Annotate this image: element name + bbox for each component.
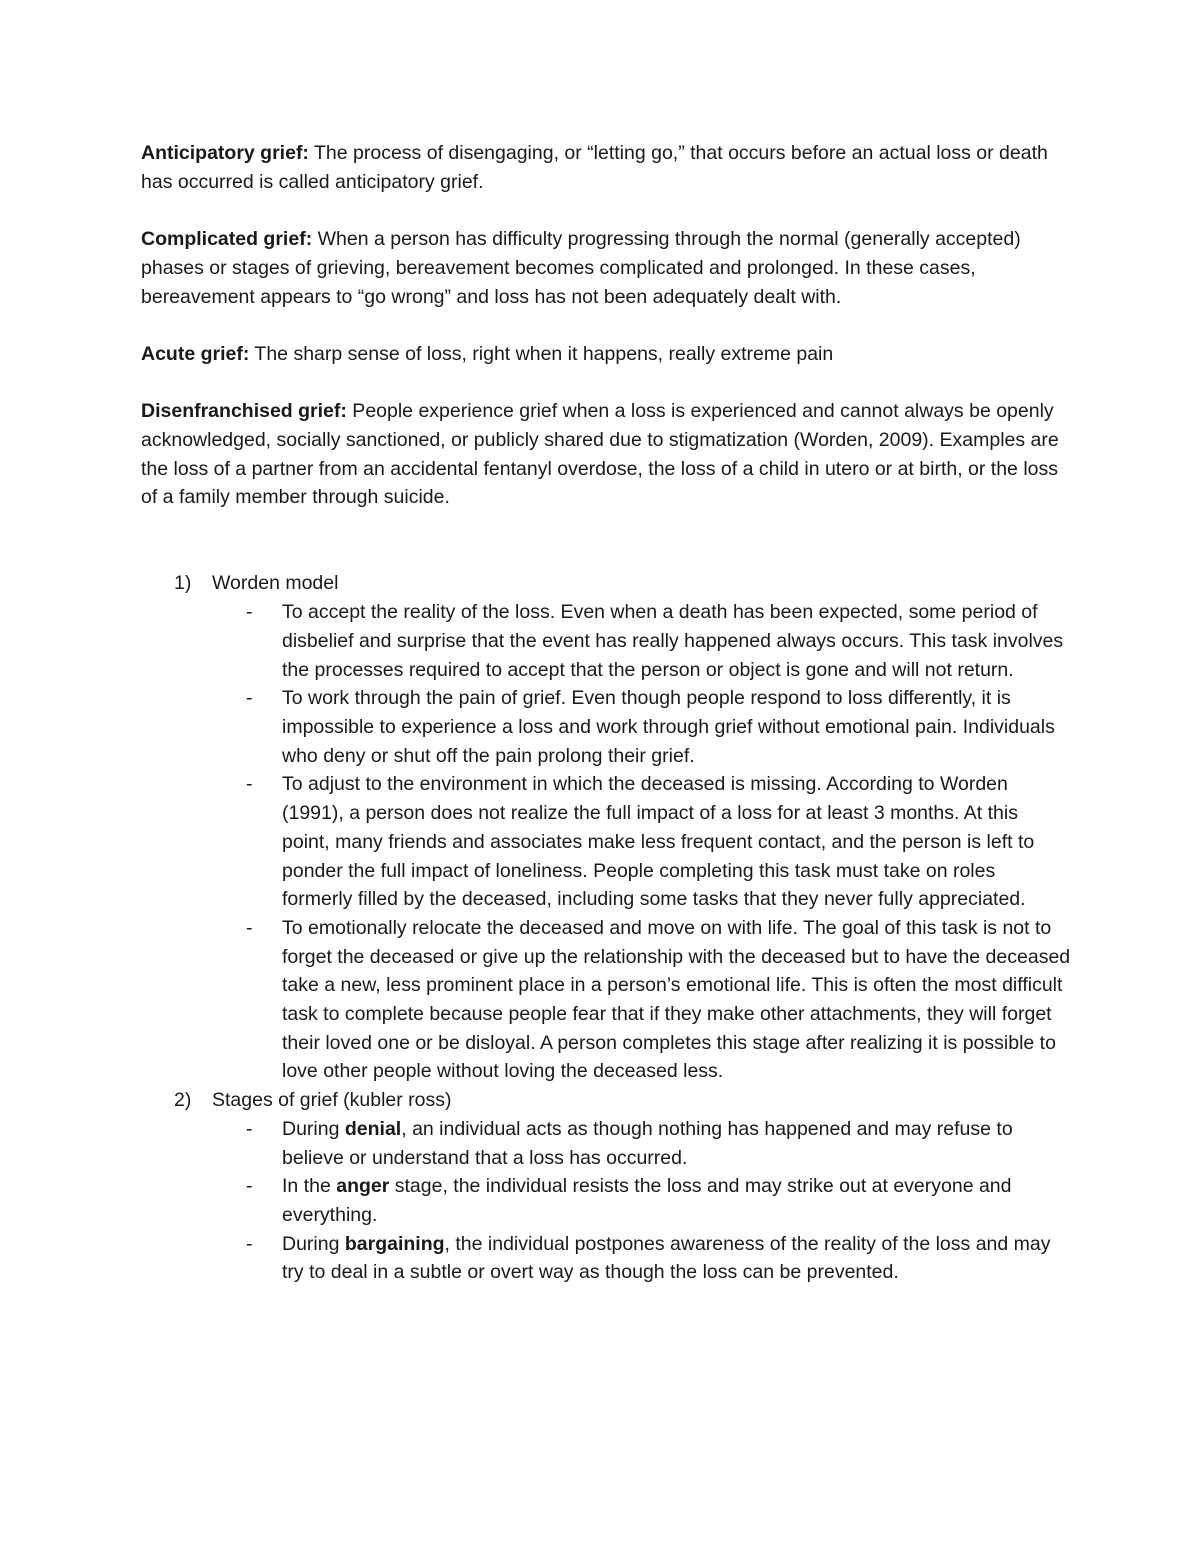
task-text: To emotionally relocate the deceased and move on with life. The goal of this task is not to forget the deceased or give up the relationship with the deceased but to have the deceased take a new, less prominent place in a person’s emotional life. This is often the most difficult task to complete because people fear that if they make other attachments, they will forget their loved one or be disloyal. A person completes this stage after realizing it is possible to love other people without loving the deceased less. bbox=[282, 916, 1071, 1083]
list-item-title: Stages of grief (kubler ross) bbox=[212, 1089, 452, 1112]
stage-text-before: During bbox=[282, 1232, 345, 1255]
list-item bbox=[141, 598, 1071, 684]
list-number: 1) bbox=[174, 572, 192, 595]
grief-models-list bbox=[141, 569, 1071, 598]
dash-bullet: - bbox=[246, 601, 253, 624]
worden-tasks-list bbox=[141, 598, 1071, 1086]
list-item bbox=[141, 770, 1071, 914]
stage-text-after: stage, the individual resists the loss and may strike out at everyone and everything. bbox=[282, 1175, 1012, 1226]
dash-bullet: - bbox=[246, 1117, 253, 1140]
list-item-title: Worden model bbox=[212, 572, 339, 595]
stage-keyword: bargaining bbox=[344, 1232, 445, 1255]
dash-bullet: - bbox=[246, 687, 253, 710]
list-item-stages-of-grief bbox=[141, 1086, 1071, 1115]
definition-text: People experience grief when a loss is experienced and cannot always be openly acknowledged, socially sanctioned, or publicly shared due to stigmatization (Worden, 2009). Examples are the loss of a partner from an accidental fentanyl overdose, the loss of a child in utero or at birth, or the loss of a family member through suicide. bbox=[141, 400, 1059, 509]
dash-bullet: - bbox=[246, 1232, 253, 1255]
definition-text: The process of disengaging, or “letting go,” that occurs before an actual loss or death has occurred is called anticipatory grief. bbox=[141, 142, 1048, 193]
definition-complicated-grief bbox=[141, 225, 1071, 311]
grief-models-list-continued bbox=[141, 1086, 1071, 1115]
kubler-ross-stages-list bbox=[141, 1115, 1071, 1287]
document-page bbox=[141, 139, 1071, 1287]
definition-anticipatory-grief bbox=[141, 139, 1071, 196]
definition-acute-grief bbox=[141, 340, 1071, 369]
dash-bullet: - bbox=[246, 1175, 253, 1198]
definition-term: Anticipatory grief: bbox=[141, 142, 309, 164]
definition-term: Disenfranchised grief: bbox=[141, 400, 347, 423]
stage-text-before: During bbox=[282, 1117, 345, 1140]
stage-keyword: denial bbox=[344, 1117, 402, 1140]
definition-text: When a person has difficulty progressing through the normal (generally accepted) phases or stages of grieving, bereavement becomes complicated and prolonged. In these cases, bereavement appears to “go wrong” and loss has not been adequately dealt with. bbox=[141, 228, 1021, 308]
stage-item-denial bbox=[141, 1115, 1071, 1172]
definition-term: Acute grief: bbox=[141, 342, 250, 365]
task-text: To adjust to the environment in which the deceased is missing. According to Worden (1991), a person does not realize the full impact of a loss for at least 3 months. At this point, many friends and associates make less frequent contact, and the person is left to ponder the full impact of loneliness. People completing this task must take on roles formerly filled by the deceased, including some tasks that they never fully appreciated. bbox=[282, 773, 1035, 911]
task-text: To accept the reality of the loss. Even when a death has been expected, some period of disbelief and surprise that the event has really happened always occurs. This task involves the processes required to accept that the person or object is gone and will not return. bbox=[282, 601, 1064, 681]
stage-text-after: , the individual postpones awareness of the reality of the loss and may try to deal in a subtle or overt way as though the loss can be prevented. bbox=[282, 1232, 1051, 1284]
stage-keyword: anger bbox=[336, 1175, 390, 1198]
list-item bbox=[141, 684, 1071, 770]
list-item bbox=[141, 914, 1071, 1086]
definition-disenfranchised-grief bbox=[141, 397, 1071, 512]
dash-bullet: - bbox=[246, 773, 253, 796]
definition-term: Complicated grief: bbox=[141, 228, 313, 251]
list-item-worden-model bbox=[141, 569, 1071, 598]
dash-bullet: - bbox=[246, 916, 253, 939]
list-number: 2) bbox=[174, 1089, 192, 1112]
stage-item-bargaining bbox=[141, 1230, 1071, 1287]
stage-text-after: , an individual acts as though nothing has happened and may refuse to believe or understand that a loss has occurred. bbox=[282, 1117, 1013, 1169]
task-text: To work through the pain of grief. Even though people respond to loss differently, it is impossible to experience a loss and work through grief without emotional pain. Individuals who deny or shut off the pain prolong their grief. bbox=[282, 687, 1055, 767]
definition-text: The sharp sense of loss, right when it happens, really extreme pain bbox=[249, 342, 834, 365]
stage-item-anger bbox=[141, 1172, 1071, 1229]
blank-line bbox=[141, 541, 1071, 570]
stage-text-before: In the bbox=[282, 1175, 337, 1198]
